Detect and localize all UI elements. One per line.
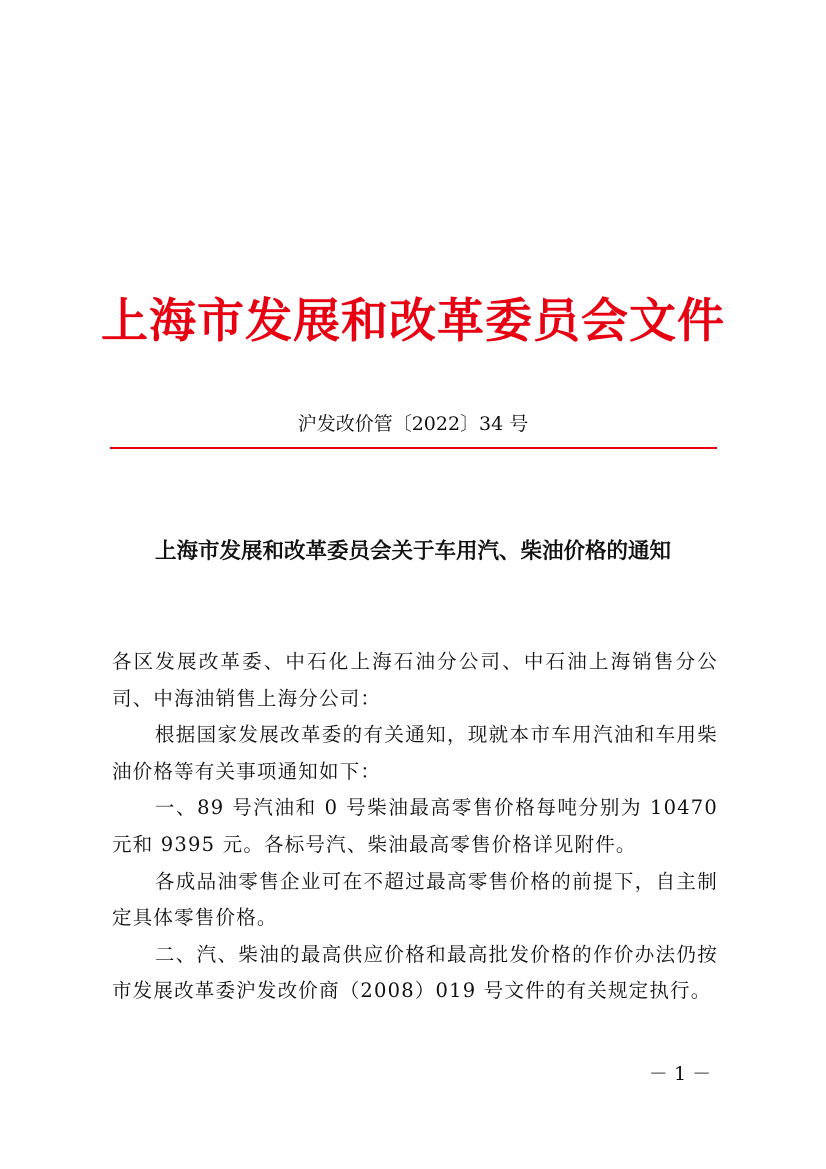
document-masthead: 上海市发展和改革委员会文件 xyxy=(101,294,725,349)
red-separator-line xyxy=(110,447,717,449)
page-number: － 1 － xyxy=(648,1063,712,1085)
notice-title: 上海市发展和改革委员会关于车用汽、柴油价格的通知 xyxy=(154,539,671,564)
body-paragraph: 二、汽、柴油的最高供应价格和最高批发价格的作价办法仍按市发展改革委沪发改价商（2008）019 号文件的有关规定执行。 xyxy=(112,942,718,1003)
body-paragraph: 一、89 号汽油和 0 号柴油最高零售价格每吨分别为 10470 元和 9395 元。各标号汽、柴油最高零售价格详见附件。 xyxy=(112,796,718,856)
body-paragraph: 根据国家发展改革委的有关通知，现就本市车用汽油和车用柴油价格等有关事项通知如下： xyxy=(112,723,718,783)
body-paragraph: 各成品油零售企业可在不超过最高零售价格的前提下，自主制定具体零售价格。 xyxy=(112,869,718,930)
document-number: 沪发改价管〔2022〕34 号 xyxy=(297,413,529,435)
document-body xyxy=(112,644,718,1010)
addressee-line: 各区发展改革委、中石化上海石油分公司、中石油上海销售分公司、中海油销售上海分公司： xyxy=(112,650,718,710)
